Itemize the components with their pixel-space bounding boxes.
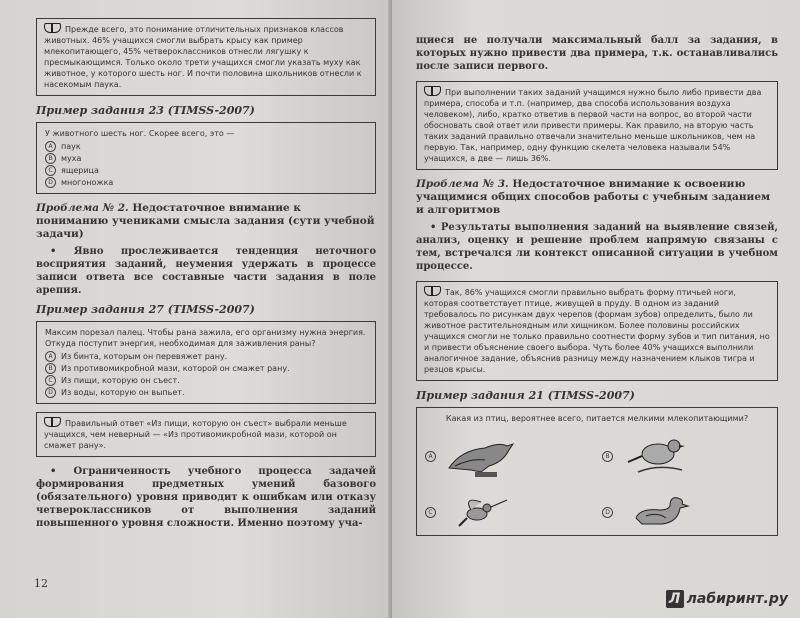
book-icon: [424, 286, 441, 296]
bird-option-d: D: [602, 486, 769, 538]
option-d: D многоножка: [45, 177, 367, 188]
problem-2-heading: [36, 202, 376, 241]
example-27-question: Максим порезал палец. Чтобы рана зажила, его организму нужна энергия. Откуда поступит энергия, необходимая для заживления раны?: [45, 328, 366, 348]
example-21-box: [416, 407, 778, 536]
problem-3-text: Недостаточное внимание к освоению учащимися общих способов работы с учебным заданием и алгоритмов: [416, 178, 771, 216]
page-number: 12: [34, 577, 48, 590]
problem-3-bullet: • Результаты выполнения заданий на выявление связей, анализ, оценку и решение проблем напрямую связаны с тем, встречался ли контекст описанной ситуации в учебном процессе.: [416, 221, 778, 273]
option-b: B муха: [45, 153, 367, 164]
option-b: B Из противомикробной мази, которой он смажет рану.: [45, 363, 367, 374]
right-page: [392, 0, 800, 618]
example-27-title: Пример задания 27 (TIMSS-2007): [36, 303, 255, 316]
option-a: A Из бинта, которым он перевяжет рану.: [45, 351, 367, 362]
problem-2-text: Недостаточное внимание к пониманию учениками смысла задания (сути учебной задачи): [36, 202, 375, 240]
option-b-marker: B: [45, 153, 56, 164]
book-icon: [424, 86, 441, 96]
example-23-title: Пример задания 23 (TIMSS-2007): [36, 104, 255, 117]
answer-note-box: [36, 412, 376, 457]
problem-3-heading: [416, 178, 778, 217]
option-d-marker: D: [45, 177, 56, 188]
intro-note-text: Прежде всего, это понимание отличительных признаков классов животных. 46% учащихся смогли выбрать крысу как пример млекопитающего, 45% четвероклассников отнесли лягушку к пресмыкающимся. Только около трети учащихся смогли указать муху как животное, у которого шесть ног. И почти половина школьников отнесли к насекомым паука.: [44, 25, 362, 89]
option-c-marker: C: [45, 165, 56, 176]
left-page: [0, 0, 392, 618]
two-examples-note-box: [416, 81, 778, 170]
bird-option-a: A: [425, 430, 592, 482]
problem-2-label: Проблема № 2.: [36, 202, 129, 214]
problem-3-label: Проблема № 3.: [416, 178, 509, 190]
example-27-box: [36, 321, 376, 404]
duck-icon: [618, 488, 698, 536]
answer-note-text: Правильный ответ «Из пищи, которую он съест» выбрали меньше учащихся, чем неверный — «Из противомикробной мази, которой он смажет рану».: [44, 419, 347, 450]
bird-option-b: B: [602, 430, 769, 482]
labirint-watermark: Л лабиринт.ру: [666, 590, 788, 608]
example-23-box: [36, 122, 376, 194]
book-icon: [44, 417, 61, 427]
book-icon: [44, 23, 61, 33]
labirint-logo-icon: Л: [666, 590, 684, 608]
bird-option-c: C: [425, 486, 592, 538]
option-a-marker: A: [45, 141, 56, 152]
bird-options: [425, 430, 769, 538]
eagle-icon: [441, 432, 521, 480]
example-21-title: Пример задания 21 (TIMSS-2007): [416, 389, 635, 402]
option-c: C Из пищи, которую он съест.: [45, 375, 367, 386]
hummingbird-icon: [441, 488, 521, 536]
intro-note-box: [36, 18, 376, 96]
example-23-question: У животного шесть ног. Скорее всего, это —: [45, 129, 235, 138]
problem-2-bullet: • Явно прослеживается тенденция неточного восприятия заданий, неумения удержать в процессе записи ответа все составные части задания в поле арепия.: [36, 245, 376, 297]
bird-foot-note-box: [416, 281, 778, 381]
two-examples-note-text: При выполнении таких заданий учащимся нужно было либо привести два примера, способа и т.п. (например, два способа использования воздуха человеком), либо, кратко ответив в первой части на вопрос, во второй части обосновать свой ответ или привести примеры. Как правило, на вторую часть таких заданий правильно отвечали значительно меньше школьников, чем на первую. Так, например, одну функцию скелета человека называли 54% учащихся, а две — лишь 36%.: [424, 88, 762, 163]
top-paragraph: щиеся не получали максимальный балл за задания, в которых нужно привести два примера, т.к. останавливались после записи первого.: [416, 35, 778, 72]
finch-icon: [618, 432, 698, 480]
option-c: C ящерица: [45, 165, 367, 176]
option-a: A паук: [45, 141, 367, 152]
example-21-question: Какая из птиц, вероятнее всего, питается мелкими млекопитающими?: [445, 414, 749, 423]
bottom-paragraph: • Ограниченность учебного процесса задачей формирования предметных умений базового (обязательного) уровня приводит к ошибкам или отказу четвероклассников от выполнения заданий повышенного уровня сложности. Именно поэтому уча-: [36, 465, 376, 530]
option-d: D Из воды, которую он выпьет.: [45, 387, 367, 398]
bird-foot-note-text: Так, 86% учащихся смогли правильно выбрать форму птичьей ноги, которая соответствует птице, живущей в пруду. В одном из заданий требовалось по рисункам двух черепов (формам зубов) определить, было ли животное растительноядным или хищником. Более половины российских учащихся смогли не только правильно соотнести форму зубов и тип питания, но и привести объяснение своего выбора. Чуть более 40% учащихся выполнили аналогичное задание, объяснив разницу между назначением клыков тигра и резцов крысы.: [424, 288, 770, 374]
